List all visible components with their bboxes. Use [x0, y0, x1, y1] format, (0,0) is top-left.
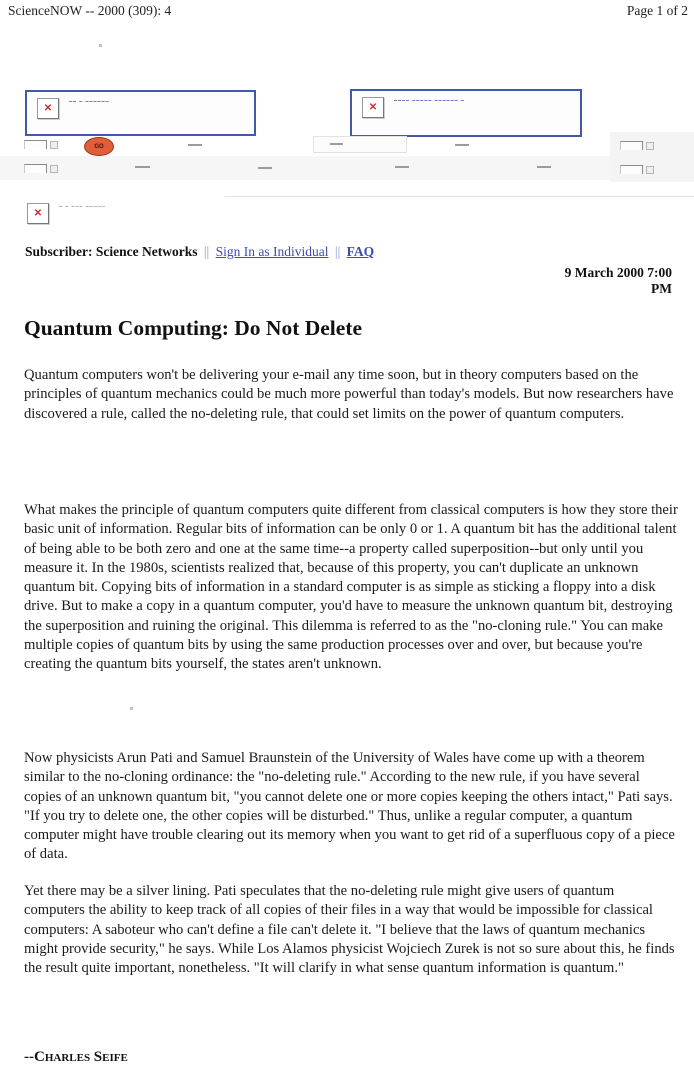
divider-line	[225, 196, 694, 197]
scan-artifact	[130, 707, 133, 710]
faded-form-box	[313, 136, 407, 153]
faded-link-text	[330, 143, 343, 145]
go-button[interactable]: GO	[84, 137, 114, 156]
image-alt-text: ━━━━ ━━━━━ ━━━━━━ ━	[394, 99, 465, 104]
faded-link-text	[188, 144, 202, 146]
form-field-widget[interactable]	[620, 139, 654, 150]
banner-gray-band	[0, 156, 694, 180]
article-title: Quantum Computing: Do Not Delete	[24, 316, 363, 340]
faded-link-text	[258, 167, 272, 169]
input-box[interactable]	[24, 164, 47, 173]
input-box[interactable]	[24, 140, 47, 149]
faded-link-text	[455, 144, 469, 146]
checkbox[interactable]	[50, 165, 58, 173]
broken-image-box-2	[350, 89, 582, 137]
separator: ||	[334, 244, 341, 259]
form-field-widget[interactable]	[620, 163, 654, 174]
faq-link[interactable]: FAQ	[346, 244, 375, 259]
broken-image-box-1	[25, 90, 256, 136]
article-paragraph: Yet there may be a silver lining. Pati speculates that the no-deleting rule might give users of quantum computers the ability to keep track of all copies of their files in a way that would be impossible for classical computers: A saboteur who can't define a file can't delete it. "I believe that the laws of quantum mechanics might provide security," he says. While Los Alamos physicist Wojciech Zurek is not so sure about this, he finds the result quite important, nonetheless. "It will clarify in what sense quantum information is quantum."	[24, 883, 675, 977]
broken-image-3	[27, 203, 106, 224]
separator: ||	[203, 244, 210, 259]
article-paragraph: What makes the principle of quantum computers quite different from classical computers is how they store their basic unit of information. Regular bits of information can be only 0 or 1. A quantum bit has the additional talent of being able to be both zero and one at the same time--a property called superposition--but only until you measure it. In the 1980s, scientists realized that, because of this property, you can't duplicate an unknown quantum bit. Copying bits of information in a standard computer is as simple as sticking a floppy into a disk drive. But to make a copy in a quantum computer, you'd have to measure the unknown quantum bit, destroying the superposition and ruining the original. This dilemma is referred to as the "no-cloning rule." You can make multiple copies of quantum bits by using the same production processes over and over, but because you're creating the quantum bits yourself, the states aren't unknown.	[24, 502, 678, 673]
sign-in-link[interactable]: Sign In as Individual	[215, 244, 329, 259]
date-line-1: 9 March 2000 7:00	[564, 265, 672, 280]
checkbox[interactable]	[646, 142, 654, 150]
print-header-page-number: Page 1 of 2	[626, 3, 688, 18]
broken-image-icon	[27, 203, 49, 224]
print-header	[8, 3, 688, 19]
image-alt-text: ━━ ━ ━━━━━━	[69, 100, 110, 105]
faded-link-text	[135, 166, 150, 168]
form-field-widget[interactable]	[24, 162, 58, 173]
broken-image-icon	[362, 97, 384, 118]
article-paragraph: Now physicists Arun Pati and Samuel Braunstein of the University of Wales have come up with a theorem similar to the no-cloning ordinance: the "no-deleting rule." According to the new rule, if you have several copies of an unknown quantum bit, "you cannot delete one or more copies keeping the others intact," Pati says. "If you try to delete one, the other copies will be disturbed." Thus, unlike a regular computer, a quantum computer might have trouble clearing out its memory when you want to get rid of a superfluous copy of a piece of data.	[24, 750, 675, 863]
article-paragraph: Quantum computers won't be delivering your e-mail any time soon, but in theory computers based on the principles of quantum mechanics could be much more powerful than today's models. But now researchers have discovered a rule, called the no-deleting rule, that could set limits on the power of quantum computers.	[24, 367, 674, 422]
date-line-2: PM	[651, 281, 672, 296]
image-alt-text: ━ ━ ━━━ ━━━━━	[59, 205, 106, 210]
checkbox[interactable]	[646, 166, 654, 174]
faded-link-text	[395, 166, 409, 168]
subscriber-line	[25, 244, 374, 260]
form-field-widget[interactable]	[24, 138, 58, 149]
dateline	[565, 265, 672, 297]
red-x-icon: ✕	[43, 103, 53, 114]
faded-link-text	[537, 166, 551, 168]
red-x-icon: ✕	[33, 208, 43, 219]
banner-area	[0, 86, 694, 238]
scan-artifact	[99, 44, 102, 47]
input-box[interactable]	[620, 165, 643, 174]
red-x-icon: ✕	[368, 102, 378, 113]
input-box[interactable]	[620, 141, 643, 150]
byline: --Charles Seife	[24, 1049, 128, 1065]
print-header-title: ScienceNOW -- 2000 (309): 4	[8, 3, 172, 18]
checkbox[interactable]	[50, 141, 58, 149]
subscriber-label: Subscriber: Science Networks	[25, 244, 198, 259]
broken-image-icon	[37, 98, 59, 119]
